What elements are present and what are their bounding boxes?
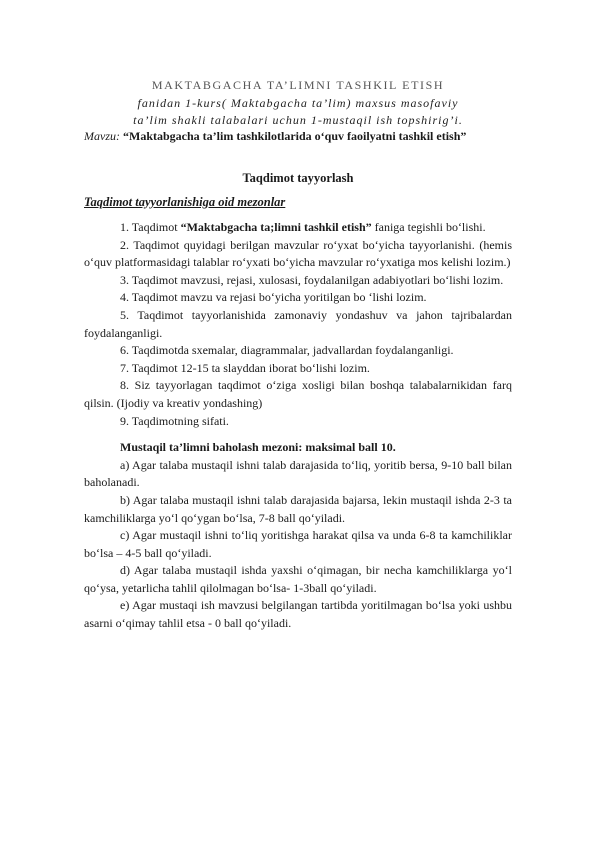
- grading-item-c: c) Agar mustaqil ishni to‘liq yoritishga harakat qilsa va unda 6-8 ta kamchiliklar bo‘lsa – 4-5 ball qo‘yiladi.: [84, 528, 512, 560]
- document-subtitle-line2: ta’lim shakli talabalari uchun 1-mustaqil ish topshirig’i.: [133, 113, 463, 127]
- criteria-item-2: 2. Taqdimot quyidagi berilgan mavzular ro‘yxat bo‘yicha tayyorlanishi. (hemis o‘quv platformasidagi talablar ro‘yxati bo‘yicha mavzular ro‘yxatiga mos kelishi lozim.): [84, 237, 512, 270]
- criteria-item-9: 9. Taqdimotning sifati.: [120, 413, 229, 428]
- criteria-item-3: 3. Taqdimot mavzusi, rejasi, xulosasi, foydalanilgan adabiyotlari bo‘lishi lozim.: [120, 272, 504, 287]
- grading-item-b: b) Agar talaba mustaqil ishni talab darajasida bajarsa, lekin mustaqil ishda 2-3 ta kamchiliklarga yo‘l qo‘ygan bo‘lsa, 7-8 ball qo‘yiladi.: [84, 492, 512, 525]
- topic-value: “Maktabgacha ta’lim tashkilotlarida o‘quv faoilyatni tashkil etish”: [123, 129, 467, 143]
- criteria-item-4: 4. Taqdimot mavzu va rejasi bo‘yicha yoritilgan bo ‘lishi lozim.: [120, 290, 427, 305]
- section-heading: Taqdimot tayyorlash: [242, 171, 354, 185]
- criteria-item-8: 8. Siz tayyorlagan taqdimot o‘ziga xosligi bilan boshqa talabalarnikidan farq qilsin. (Ijodiy va kreativ yondashing): [84, 378, 512, 410]
- criteria-item-7: 7. Taqdimot 12-15 ta slayddan iborat bo‘lishi lozim.: [120, 360, 370, 375]
- section-subheading: Taqdimot tayyorlanishiga oid mezonlar: [84, 195, 286, 209]
- criteria-item-1: 1. Taqdimot “Maktabgacha ta;limni tashkil etish” faniga tegishli bo‘lishi.: [120, 220, 486, 234]
- grading-title: Mustaqil ta’limni baholash mezoni: maksimal ball 10.: [120, 440, 396, 455]
- criteria-item-6: 6. Taqdimotda sxemalar, diagrammalar, jadvallardan foydalanganligi.: [120, 343, 454, 358]
- topic-line: [84, 129, 536, 144]
- document-body: [84, 219, 512, 633]
- grading-item-a: a) Agar talaba mustaqil ishni talab darajasida to‘liq, yoritib bersa, 9-10 ball bilan baholanadi.: [84, 457, 512, 490]
- topic-label: Mavzu:: [84, 129, 120, 143]
- grading-item-e: e) Agar mustaqi ish mavzusi belgilangan tartibda yoritilmagan bo‘lsa yoki ushbu asarni o‘qimay tahlil etsa - 0 ball qo‘yiladi.: [84, 598, 512, 631]
- criteria-item-5: 5. Taqdimot tayyorlanishida zamonaviy yondashuv va jahon tajribalardan foydalanganligi.: [84, 307, 512, 340]
- grading-item-d: d) Agar talaba mustaqil ishda yaxshi o‘qimagan, bir necha kamchiliklarga yo‘l qo‘ysa, yetarlicha tahlil qilolmagan bo‘lsa- 1-3ball qo‘yiladi.: [84, 563, 512, 595]
- document-title: MAKTABGACHA TA’LIMNI TASHKIL ETISH: [151, 78, 445, 92]
- document-subtitle-line1: fanidan 1-kurs( Maktabgacha ta’lim) maxsus masofaviy: [137, 96, 459, 110]
